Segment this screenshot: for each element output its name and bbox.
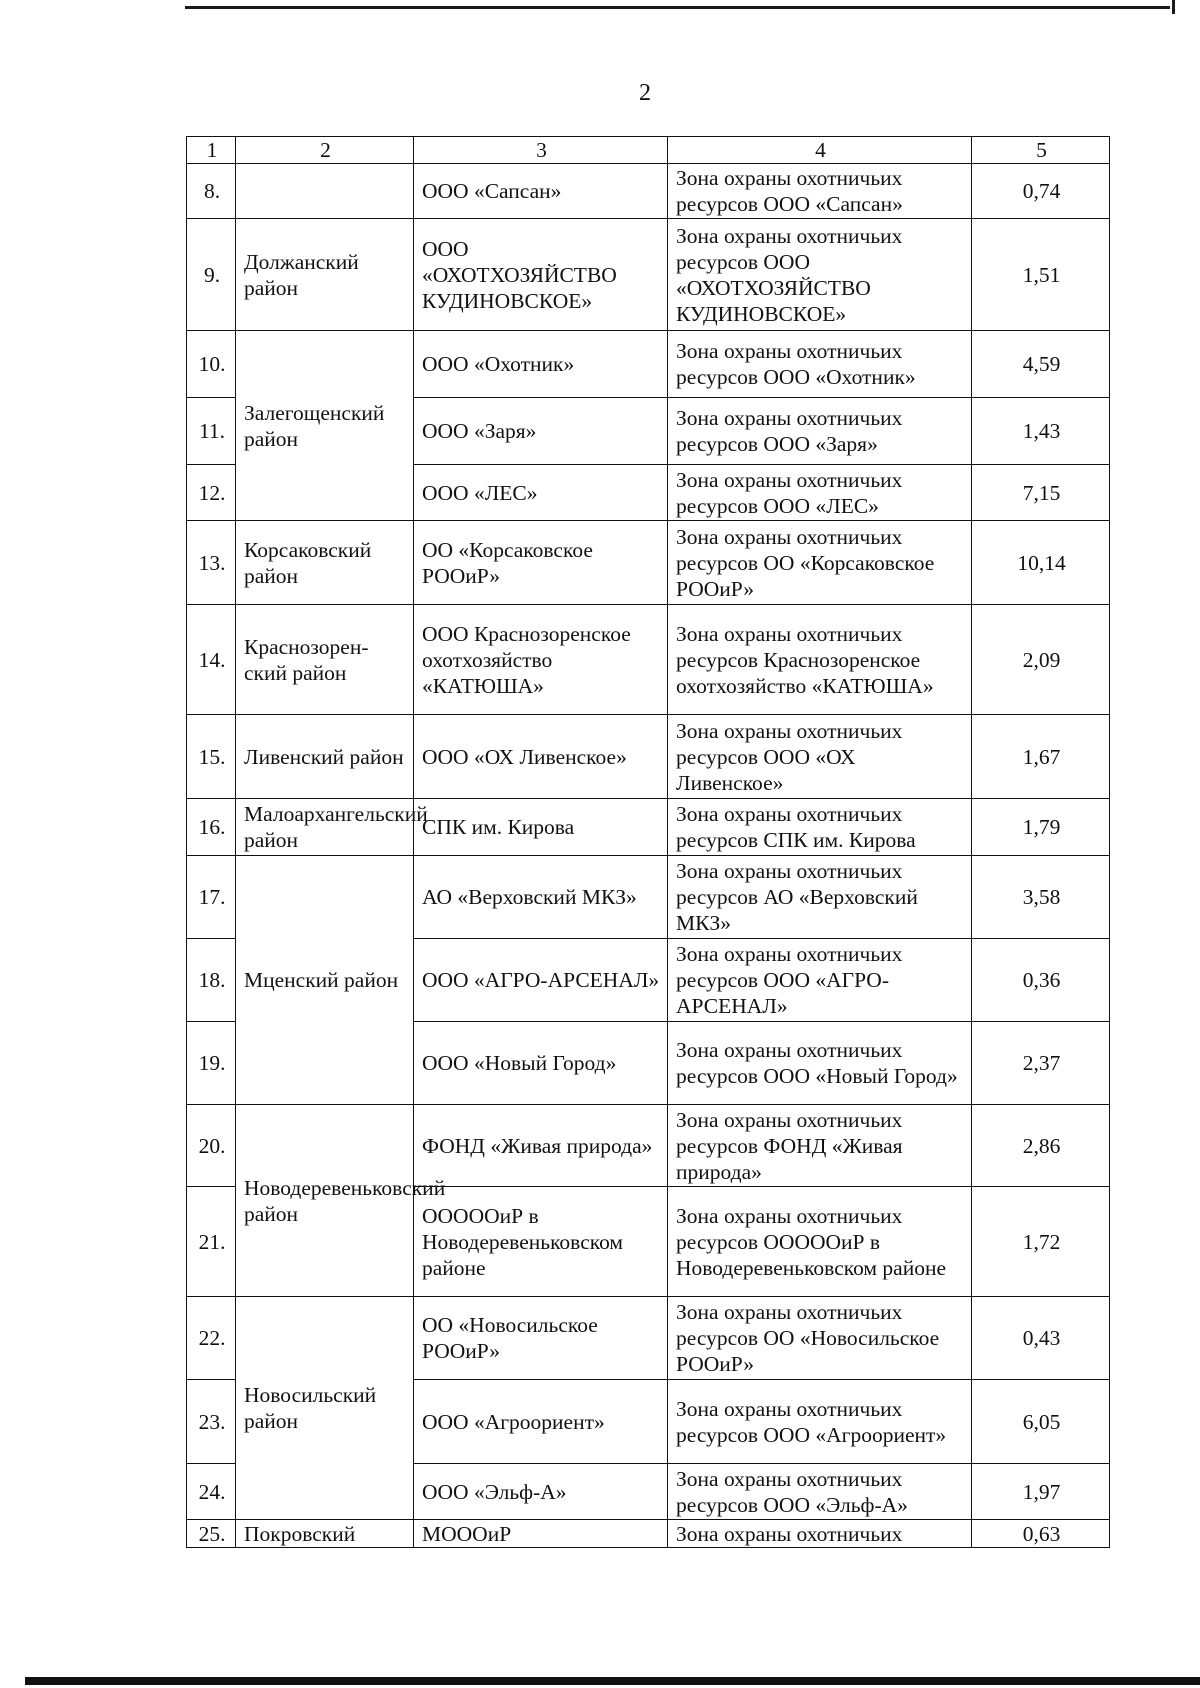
row-number: 13. <box>187 521 236 605</box>
table-row <box>187 715 1110 799</box>
area-value-cell: 1,72 <box>972 1187 1110 1297</box>
area-value-cell: 1,79 <box>972 799 1110 856</box>
organization-cell: ООО «Охотник» <box>414 331 668 398</box>
organization-cell: ОО «Корсаковское РООиР» <box>414 521 668 605</box>
organization-cell: ФОНД «Живая природа» <box>414 1105 668 1187</box>
district-cell: Новодеревеньковский район <box>236 1105 414 1297</box>
row-number: 20. <box>187 1105 236 1187</box>
row-number: 17. <box>187 856 236 939</box>
area-value-cell: 2,86 <box>972 1105 1110 1187</box>
row-number: 21. <box>187 1187 236 1297</box>
protection-zone-cell: Зона охраны охотничьих ресурсов ООО «ОХ Ливенское» <box>668 715 972 799</box>
protection-zone-cell: Зона охраны охотничьих ресурсов ООО «Заря» <box>668 398 972 465</box>
table-row <box>187 164 1110 219</box>
organization-cell: ООО «АГРО-АРСЕНАЛ» <box>414 939 668 1022</box>
organization-cell: ООО «ОХ Ливенское» <box>414 715 668 799</box>
organization-cell: ООО Краснозоренское охотхозяйство «КАТЮША» <box>414 605 668 715</box>
area-value-cell: 1,51 <box>972 219 1110 331</box>
row-number: 8. <box>187 164 236 219</box>
organization-cell: АО «Верховский МКЗ» <box>414 856 668 939</box>
protection-zone-cell: Зона охраны охотничьих ресурсов ОО «Корсаковское РООиР» <box>668 521 972 605</box>
organization-cell: ООО «Эльф-А» <box>414 1464 668 1520</box>
district-cell: Корсаковский район <box>236 521 414 605</box>
table-row <box>187 1105 1110 1187</box>
protection-zone-cell: Зона охраны охотничьих ресурсов ООО «Эльф-А» <box>668 1464 972 1520</box>
organization-cell: ООО «Заря» <box>414 398 668 465</box>
district-cell <box>236 164 414 219</box>
area-value-cell: 1,97 <box>972 1464 1110 1520</box>
protection-zone-cell: Зона охраны охотничьих ресурсов Краснозоренское охотхозяйство «КАТЮША» <box>668 605 972 715</box>
area-value-cell: 1,43 <box>972 398 1110 465</box>
table-row <box>187 521 1110 605</box>
row-number: 23. <box>187 1380 236 1464</box>
protection-zone-cell: Зона охраны охотничьих ресурсов АО «Верховский МКЗ» <box>668 856 972 939</box>
protection-zone-cell: Зона охраны охотничьих ресурсов СПК им. Кирова <box>668 799 972 856</box>
organization-cell: ООО «Агроориент» <box>414 1380 668 1464</box>
row-number: 15. <box>187 715 236 799</box>
table-row <box>187 799 1110 856</box>
organization-cell: ООО «Новый Город» <box>414 1022 668 1105</box>
organization-cell: МОООиР <box>414 1520 668 1548</box>
protection-zone-cell: Зона охраны охотничьих ресурсов ООО «Охотник» <box>668 331 972 398</box>
district-cell: Ливенский район <box>236 715 414 799</box>
protection-zone-cell: Зона охраны охотничьих ресурсов ОООООиР в Новодеревеньковском районе <box>668 1187 972 1297</box>
row-number: 18. <box>187 939 236 1022</box>
area-value-cell: 2,09 <box>972 605 1110 715</box>
protection-zone-cell: Зона охраны охотничьих ресурсов ООО «Агроориент» <box>668 1380 972 1464</box>
organization-cell: ОО «Новосильское РООиР» <box>414 1297 668 1380</box>
row-number: 11. <box>187 398 236 465</box>
organization-cell: ОООООиР в Новодеревеньковском районе <box>414 1187 668 1297</box>
area-value-cell: 3,58 <box>972 856 1110 939</box>
area-value-cell: 0,43 <box>972 1297 1110 1380</box>
scan-border-right <box>1172 0 1175 14</box>
protection-zone-cell: Зона охраны охотничьих ресурсов ФОНД «Живая природа» <box>668 1105 972 1187</box>
table-row <box>187 219 1110 331</box>
table-row <box>187 1520 1110 1548</box>
district-cell: Покровский <box>236 1520 414 1548</box>
hunting-zones-table <box>186 136 1110 1548</box>
organization-cell: ООО «ОХОТХОЗЯЙСТВО КУДИНОВСКОЕ» <box>414 219 668 331</box>
row-number: 9. <box>187 219 236 331</box>
table-row <box>187 331 1110 398</box>
protection-zone-cell: Зона охраны охотничьих ресурсов ООО «Новый Город» <box>668 1022 972 1105</box>
row-number: 10. <box>187 331 236 398</box>
table-header-row <box>187 137 1110 164</box>
area-value-cell: 7,15 <box>972 465 1110 521</box>
scan-border-top <box>185 6 1170 9</box>
row-number: 25. <box>187 1520 236 1548</box>
table-row <box>187 856 1110 939</box>
area-value-cell: 1,67 <box>972 715 1110 799</box>
protection-zone-cell: Зона охраны охотничьих ресурсов ООО «АГРО-АРСЕНАЛ» <box>668 939 972 1022</box>
area-value-cell: 0,36 <box>972 939 1110 1022</box>
protection-zone-cell: Зона охраны охотничьих ресурсов ООО «ОХОТХОЗЯЙСТВО КУДИНОВСКОЕ» <box>668 219 972 331</box>
district-cell: Новосильский район <box>236 1297 414 1520</box>
row-number: 22. <box>187 1297 236 1380</box>
area-value-cell: 2,37 <box>972 1022 1110 1105</box>
row-number: 14. <box>187 605 236 715</box>
area-value-cell: 6,05 <box>972 1380 1110 1464</box>
district-cell: Мценский район <box>236 856 414 1105</box>
protection-zone-cell: Зона охраны охотничьих ресурсов ОО «Новосильское РООиР» <box>668 1297 972 1380</box>
column-header: 3 <box>414 137 668 164</box>
area-value-cell: 0,74 <box>972 164 1110 219</box>
row-number: 19. <box>187 1022 236 1105</box>
row-number: 16. <box>187 799 236 856</box>
district-cell: Малоархангельский район <box>236 799 414 856</box>
row-number: 24. <box>187 1464 236 1520</box>
district-cell: Должанский район <box>236 219 414 331</box>
organization-cell: ООО «Сапсан» <box>414 164 668 219</box>
protection-zone-cell: Зона охраны охотничьих ресурсов ООО «ЛЕС» <box>668 465 972 521</box>
area-value-cell: 4,59 <box>972 331 1110 398</box>
table-row <box>187 1297 1110 1380</box>
protection-zone-cell: Зона охраны охотничьих ресурсов ООО «Сапсан» <box>668 164 972 219</box>
area-value-cell: 0,63 <box>972 1520 1110 1548</box>
page-number: 2 <box>639 80 651 106</box>
area-value-cell: 10,14 <box>972 521 1110 605</box>
organization-cell: СПК им. Кирова <box>414 799 668 856</box>
table-row <box>187 605 1110 715</box>
column-header: 4 <box>668 137 972 164</box>
column-header: 2 <box>236 137 414 164</box>
district-cell: Залегощенский район <box>236 331 414 521</box>
column-header: 5 <box>972 137 1110 164</box>
protection-zone-cell: Зона охраны охотничьих <box>668 1520 972 1548</box>
scan-border-bottom <box>25 1677 1200 1685</box>
district-cell: Краснозорен-ский район <box>236 605 414 715</box>
organization-cell: ООО «ЛЕС» <box>414 465 668 521</box>
column-header: 1 <box>187 137 236 164</box>
row-number: 12. <box>187 465 236 521</box>
